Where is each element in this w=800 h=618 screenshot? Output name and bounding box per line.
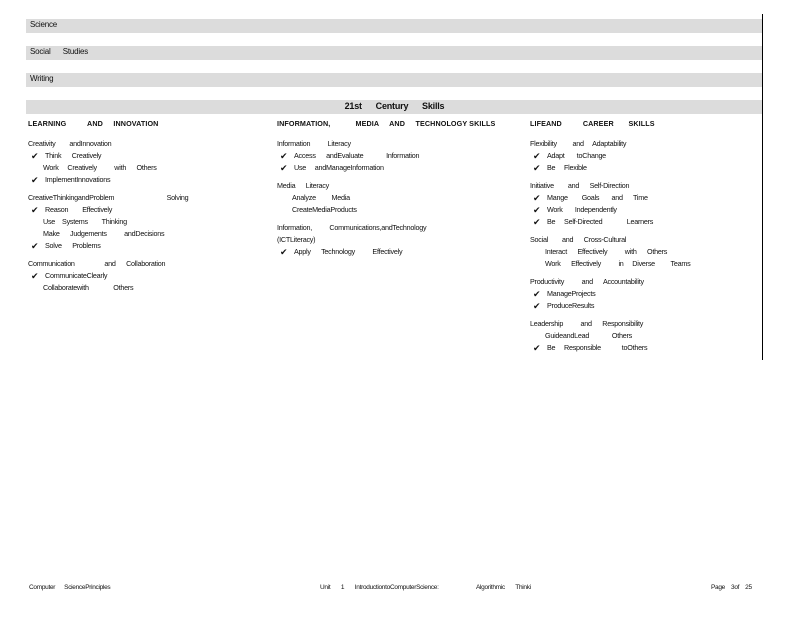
checkmark-icon: ✔ xyxy=(280,247,288,257)
column-information-media-technology xyxy=(277,118,512,264)
skill-item-label: ImplementInnovations xyxy=(45,175,111,184)
skill-group xyxy=(28,192,263,252)
skill-item xyxy=(530,300,765,312)
skill-item xyxy=(277,246,512,258)
skill-group-title: Leadership and Responsibility xyxy=(530,319,644,328)
skill-item xyxy=(530,192,765,204)
skill-item-label: Mange Goals and Time xyxy=(547,193,648,202)
skill-item xyxy=(28,162,263,174)
skill-item xyxy=(530,204,765,216)
skill-item-label: Be Flexible xyxy=(547,163,587,172)
skill-item xyxy=(277,162,512,174)
skill-group-title: Productivity and Accountability xyxy=(530,277,644,286)
skill-item xyxy=(530,342,765,354)
checkmark-icon: ✔ xyxy=(31,175,39,185)
footer-course: Computer SciencePrinciples xyxy=(29,584,111,591)
skill-item-label: Interact Effectively with Others xyxy=(545,247,668,256)
skill-item xyxy=(28,228,263,240)
skill-item-label: Reason Effectively xyxy=(45,205,113,214)
column-heading: LEARNING AND INNOVATION xyxy=(28,119,159,128)
skill-group-title: Initiative and Self-Direction xyxy=(530,181,630,190)
page-title: 21st Century Skills xyxy=(344,101,445,111)
checkmark-icon: ✔ xyxy=(31,241,39,251)
skills-title-band xyxy=(26,100,763,114)
checkmark-icon: ✔ xyxy=(533,205,541,215)
column-heading: INFORMATION, MEDIA AND TECHNOLOGY SKILLS xyxy=(277,119,496,128)
skill-item-label: Analyze Media xyxy=(292,193,350,202)
skill-group xyxy=(530,318,765,354)
checkmark-icon: ✔ xyxy=(533,301,541,311)
skill-item-label: Think Creatively xyxy=(45,151,102,160)
skill-group-title: Creativity andInnovation xyxy=(28,139,112,148)
band-label: Social Studies xyxy=(30,47,89,56)
footer-page-number: Page 3of 25 xyxy=(711,584,752,591)
skill-item-label: Collaboratewith Others xyxy=(43,283,134,292)
skill-group xyxy=(277,222,512,258)
skill-item-label: Work Creatively with Others xyxy=(43,163,157,172)
checkmark-icon: ✔ xyxy=(280,151,288,161)
checkmark-icon: ✔ xyxy=(533,193,541,203)
skill-group xyxy=(530,234,765,270)
skill-group xyxy=(28,258,263,294)
skill-group xyxy=(277,138,512,174)
skill-item xyxy=(28,204,263,216)
skill-item-label: GuideandLead Others xyxy=(545,331,632,340)
checkmark-icon: ✔ xyxy=(533,151,541,161)
skill-item xyxy=(530,258,765,270)
skill-item-label: Access andEvaluate Information xyxy=(294,151,420,160)
band-social-studies xyxy=(26,46,763,60)
checkmark-icon: ✔ xyxy=(533,289,541,299)
skill-group-title: CreativeThinkingandProblem Solving xyxy=(28,193,189,202)
skill-item-label: Apply Technology Effectively xyxy=(294,247,403,256)
footer-topic: Algorithmic Thinki xyxy=(476,584,531,591)
skill-item-label: ProduceResults xyxy=(547,301,595,310)
skill-group-title: Flexibility and Adaptability xyxy=(530,139,627,148)
skill-item-label: Be Self-Directed Learners xyxy=(547,217,654,226)
skill-group xyxy=(530,138,765,174)
checkmark-icon: ✔ xyxy=(280,163,288,173)
column-learning-innovation xyxy=(28,118,263,300)
skill-item-label: Use Systems Thinking xyxy=(43,217,127,226)
skill-item xyxy=(277,204,512,216)
skill-item xyxy=(530,246,765,258)
skill-item xyxy=(530,150,765,162)
skill-group xyxy=(530,276,765,312)
skill-item-label: CommunicateClearly xyxy=(45,271,108,280)
skill-item xyxy=(530,330,765,342)
skill-item-label: Work Independently xyxy=(547,205,617,214)
band-label: Writing xyxy=(30,74,54,83)
skill-item xyxy=(28,240,263,252)
skill-group xyxy=(28,138,263,186)
skill-item xyxy=(530,288,765,300)
footer-unit: Unit 1 IntroductiontoComputerScience: xyxy=(320,584,439,591)
skill-item-label: Solve Problems xyxy=(45,241,101,250)
checkmark-icon: ✔ xyxy=(31,151,39,161)
column-life-career xyxy=(530,118,765,360)
skill-item-label: Work Effectively in Diverse Teams xyxy=(545,259,691,268)
band-science xyxy=(26,19,763,33)
band-label: Science xyxy=(30,20,58,29)
skill-group-title: Information Literacy xyxy=(277,139,351,148)
skill-item-label: Adapt toChange xyxy=(547,151,606,160)
skill-item-label: ManageProjects xyxy=(547,289,596,298)
skill-item xyxy=(530,216,765,228)
skill-item xyxy=(277,150,512,162)
skill-item xyxy=(28,282,263,294)
skill-item-label: CreateMediaProducts xyxy=(292,205,357,214)
skill-item-label: Make Judgements andDecisions xyxy=(43,229,165,238)
skill-group-title: Media Literacy xyxy=(277,181,329,190)
skill-group xyxy=(530,180,765,228)
band-writing xyxy=(26,73,763,87)
checkmark-icon: ✔ xyxy=(533,217,541,227)
checkmark-icon: ✔ xyxy=(31,271,39,281)
skill-item xyxy=(277,192,512,204)
checkmark-icon: ✔ xyxy=(31,205,39,215)
skill-group-title: Information, Communications,andTechnology (ICTLiteracy) xyxy=(277,223,427,244)
skill-group-title: Social and Cross-Cultural xyxy=(530,235,627,244)
skill-group xyxy=(277,180,512,216)
skill-item xyxy=(28,150,263,162)
checkmark-icon: ✔ xyxy=(533,343,541,353)
skill-item xyxy=(28,270,263,282)
skill-item xyxy=(530,162,765,174)
skill-item-label: Use andManageInformation xyxy=(294,163,384,172)
skill-group-title: Communication and Collaboration xyxy=(28,259,166,268)
checkmark-icon: ✔ xyxy=(533,163,541,173)
skill-item xyxy=(28,174,263,186)
column-heading: LIFEAND CAREER SKILLS xyxy=(530,119,655,128)
skill-item-label: Be Responsible toOthers xyxy=(547,343,648,352)
skill-item xyxy=(28,216,263,228)
